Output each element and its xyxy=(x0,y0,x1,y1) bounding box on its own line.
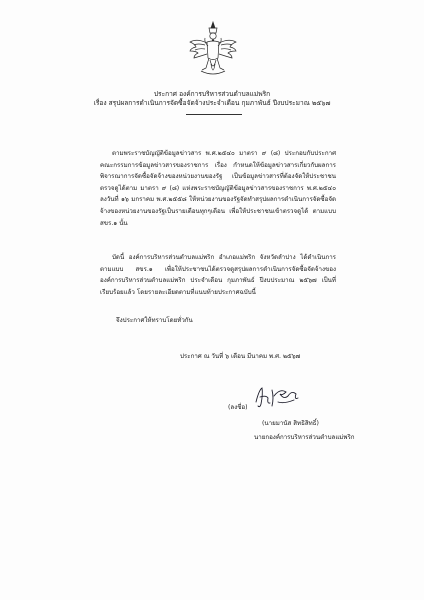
signature-label: (ลงชื่อ) xyxy=(228,404,248,411)
announcement-title: ประกาศ องค์การบริหารส่วนตำบลแม่พริก xyxy=(153,90,271,98)
closing-statement: จึงประกาศให้ทราบโดยทั่วกัน xyxy=(116,317,193,324)
garuda-emblem xyxy=(187,20,239,80)
announcement-subject: เรื่อง สรุปผลการดำเนินการจัดซื้อจัดจ้างประจำเดือน กุมภาพันธ์ ปีงบประมาณ ๒๕๖๗ xyxy=(93,99,331,107)
signatory-name: (นายมานัส สิทธิสิทธิ์) xyxy=(262,420,319,427)
handwritten-signature xyxy=(250,382,306,412)
signatory-position: นายกองค์การบริหารส่วนตำบลแม่พริก xyxy=(254,434,355,441)
title-divider xyxy=(186,114,242,115)
announcement-date: ประกาศ ณ วันที่ ๖ เดือน มีนาคม พ.ศ. ๒๕๖๗ xyxy=(180,353,301,360)
body-paragraph-1: ตามพระราชบัญญัติข้อมูลข่าวสาร พ.ศ.๒๕๔๐ มาตรา ๙ (๘) ประกอบกับประกาศคณะกรรมการข้อมูลข่าวสารของราชการ เรื่อง กำหนดให้ข้อมูลข่าวสารเกี่ยวกับผลการพิจารณาการจัดซื้อจัดจ้างของหน่วยงานของรัฐ เป็นข้อมูลข่าวสารที่ต้องจัดให้ประชาชนตรวจดูได้ตาม มาตรา ๙ (๘) แห่งพระราชบัญญัติข้อมูลข่าวสารของราชการ พ.ศ.๒๕๔๐ ลงวันที่ ๑๖ มกราคม พ.ศ.๒๕๕๘ ให้หน่วยงานของรัฐจัดทำสรุปผลการดำเนินการจัดซื้อจัดจ้างของหน่วยงานของรัฐเป็นรายเดือนทุกๆเดือน เพื่อให้ประชาชนเข้าตรวจดูได้ ตามแบบ สขร.๑ นั้น xyxy=(100,150,336,227)
body-paragraph-2: บัดนี้ องค์การบริหารส่วนตำบลแม่พริก อำเภอแม่พริก จังหวัดลำปาง ได้ดำเนินการตามแบบ สขร.๑ เพื่อให้ประชาชนได้ตรวจดูสรุปผลการดำเนินการจัดซื้อจัดจ้างขององค์การบริหารส่วนตำบลแม่พริก ประจำเดือน กุมภาพันธ์ ปีงบประมาณ ๒๕๖๗ เป็นที่เรียบร้อยแล้ว โดยรายละเอียดตามที่แนบท้ายประกาศฉบับนี้ xyxy=(100,254,336,296)
